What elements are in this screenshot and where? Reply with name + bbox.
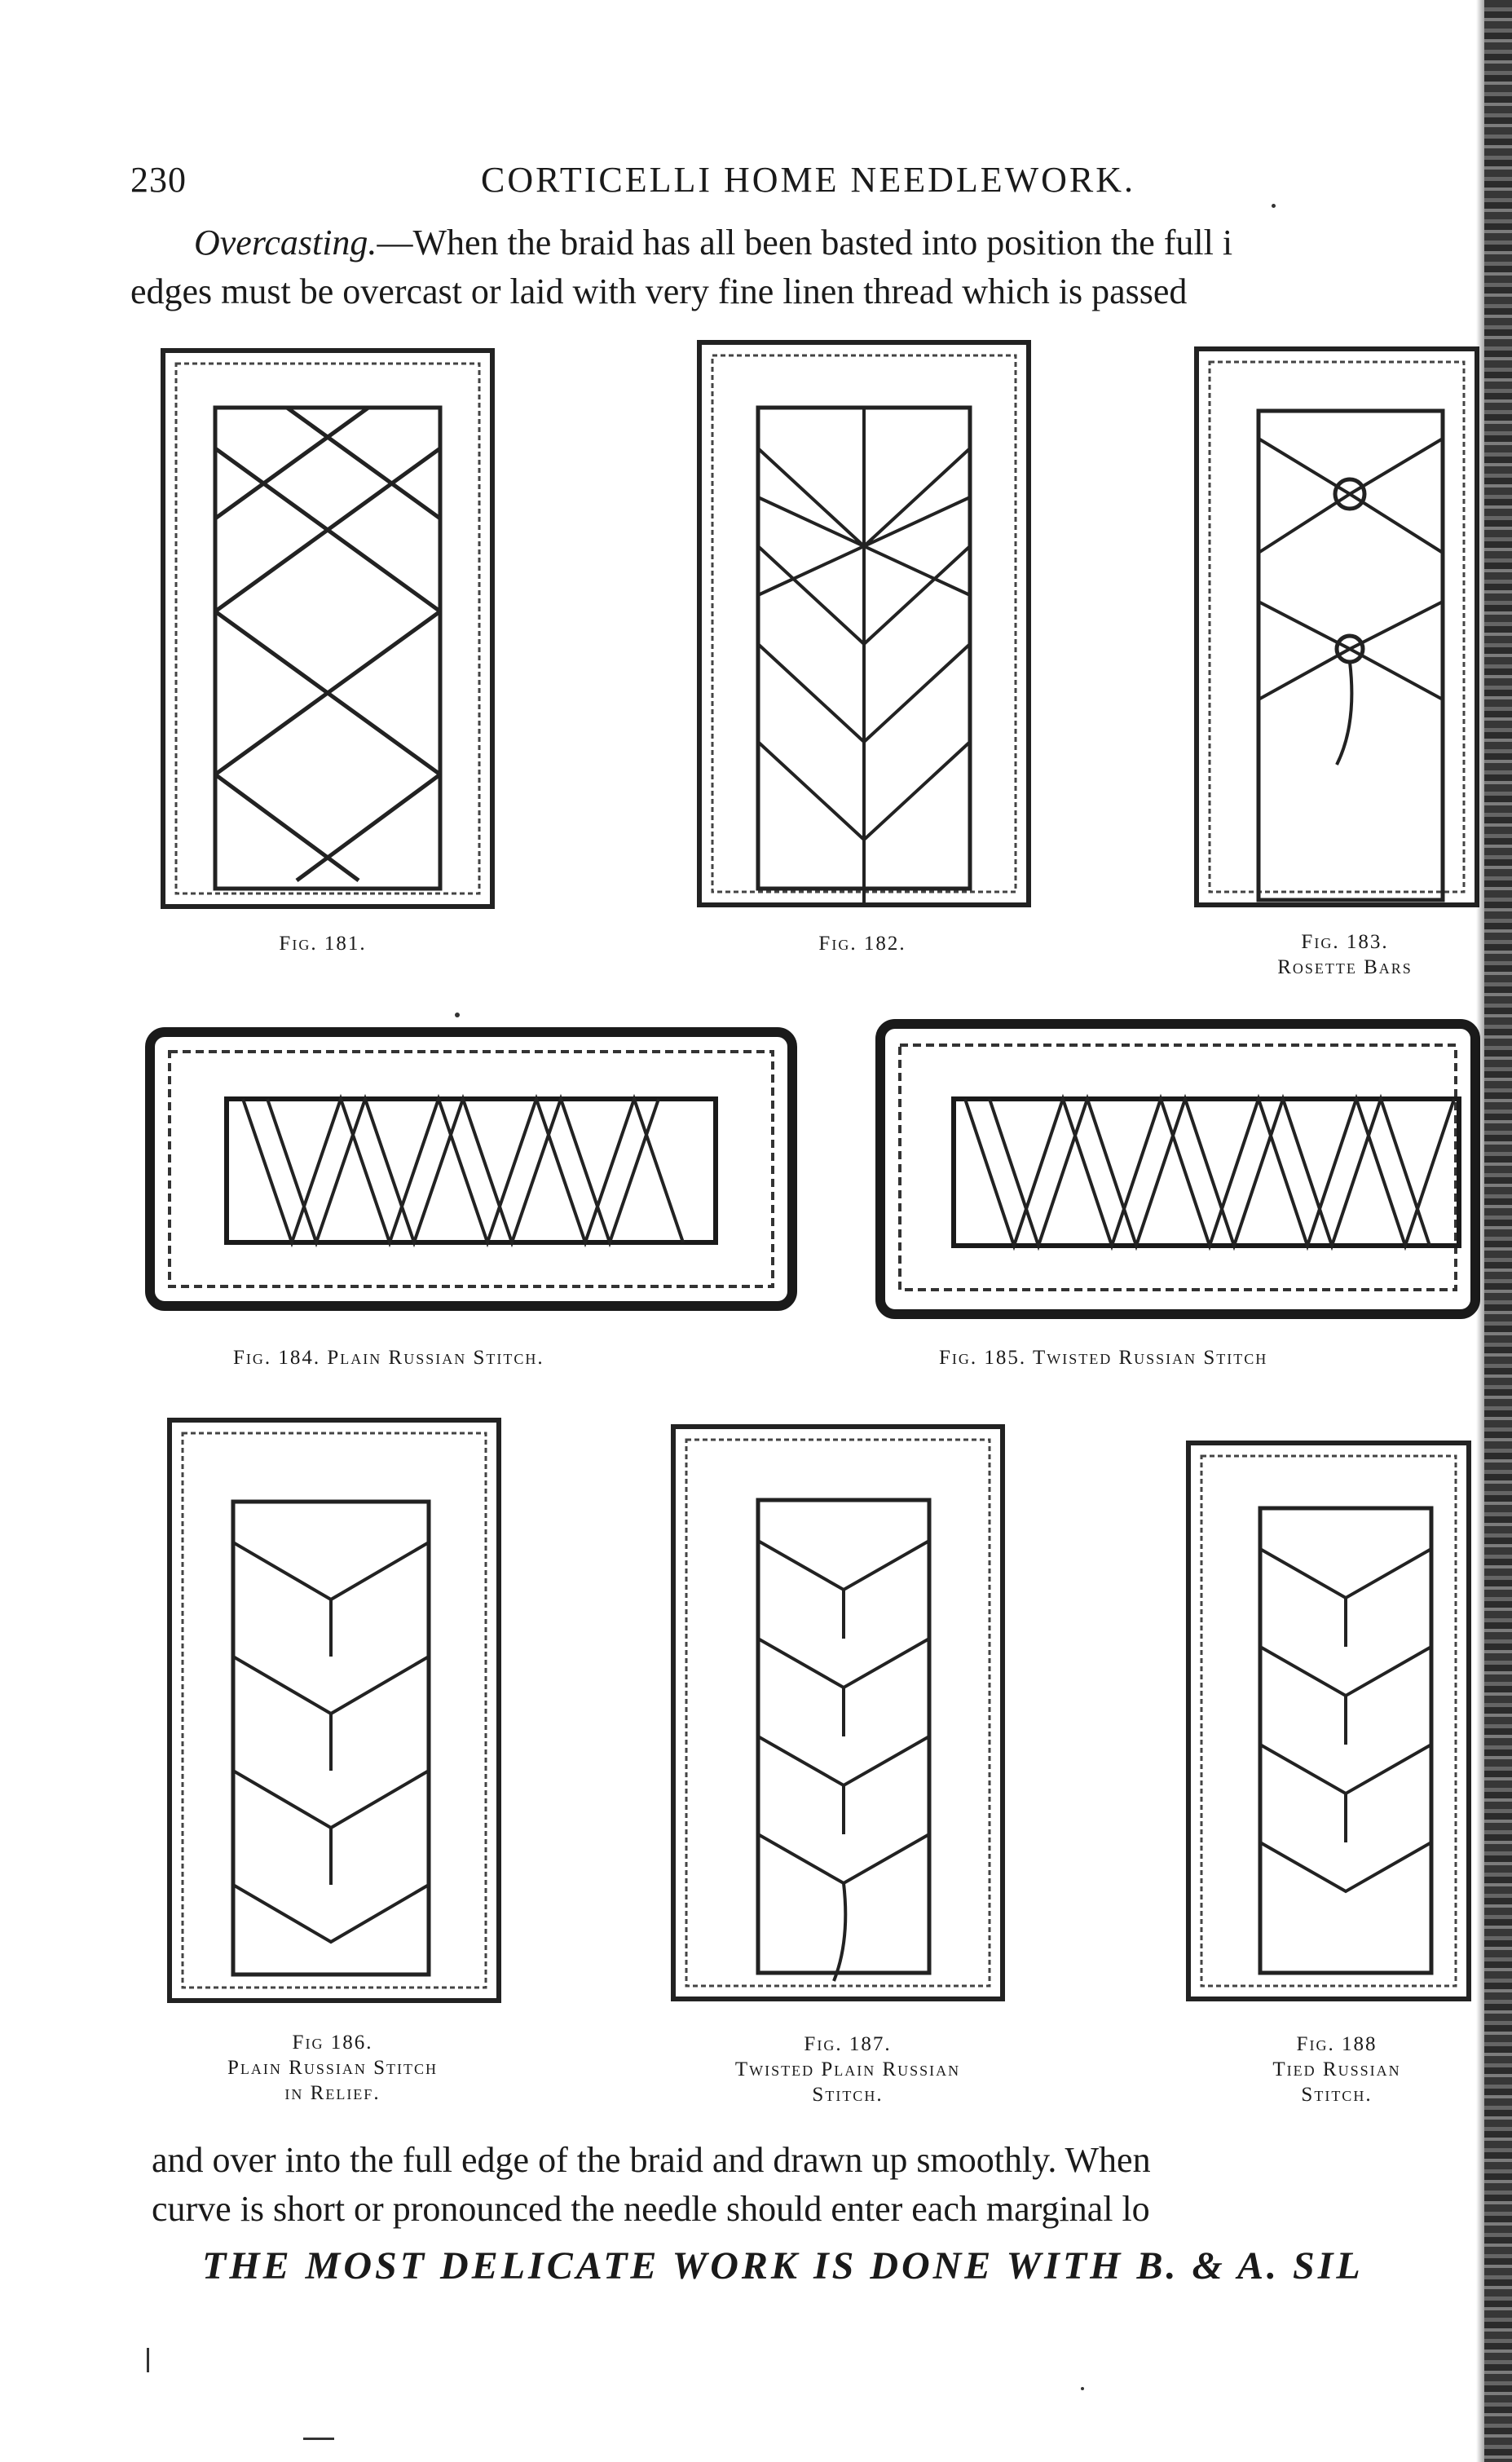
figure-187: [667, 1419, 1009, 2005]
caption-line: Tied Russian: [1272, 2058, 1401, 2080]
scan-mark: [147, 2348, 149, 2372]
caption-line: Stitch.: [812, 2084, 884, 2106]
intro-line-1: [194, 218, 1232, 267]
caption-line: Fig. 185. Twisted Russian Stitch: [939, 1347, 1268, 1369]
figure-185-caption: [939, 1345, 1267, 1370]
caption-line: Fig 186.: [292, 2032, 373, 2054]
figure-183: [1190, 341, 1483, 911]
running-title: CORTICELLI HOME NEEDLEWORK.: [481, 160, 1136, 200]
figure-186-illustration: [163, 1412, 505, 2007]
figure-188-caption: [1214, 2032, 1459, 2107]
intro-lead: Overcasting.: [194, 223, 377, 263]
intro-line-1-text: —When the braid has all been basted into position the full i: [377, 223, 1233, 263]
scan-speck: [1272, 204, 1276, 208]
caption-line: Stitch.: [1301, 2084, 1373, 2106]
scan-speck: [455, 1013, 460, 1017]
figure-187-caption: [668, 2032, 1027, 2107]
figure-185: [875, 1017, 1480, 1321]
figure-182-caption: [781, 931, 944, 956]
figure-187-illustration: [667, 1419, 1009, 2005]
figure-184: [145, 1026, 797, 1313]
page-number: 230: [130, 160, 187, 200]
binding-edge: [1484, 0, 1512, 2462]
scan-mark: [303, 2438, 334, 2440]
figure-188: [1182, 1435, 1475, 2005]
caption-line: Fig. 182.: [818, 933, 906, 955]
caption-line: Plain Russian Stitch: [227, 2057, 438, 2079]
caption-line: Fig. 188: [1296, 2033, 1378, 2055]
figure-181: [156, 342, 499, 913]
figure-184-caption: [233, 1345, 544, 1370]
caption-line: Fig. 187.: [804, 2033, 892, 2055]
caption-line: Rosette Bars: [1277, 956, 1413, 978]
caption-line: Fig. 183.: [1301, 931, 1389, 953]
figure-183-illustration: [1190, 341, 1483, 911]
figure-182-illustration: [693, 334, 1035, 915]
figure-186: [163, 1412, 505, 2007]
figure-183-caption: [1223, 929, 1467, 980]
figure-184-illustration: [145, 1026, 797, 1313]
intro-line-2: edges must be overcast or laid with very fine linen thread which is passed: [130, 271, 1188, 311]
outro-line-1: and over into the full edge of the braid and drawn up smoothly. When: [152, 2140, 1151, 2180]
figure-182: [693, 334, 1035, 915]
figure-186-caption: [145, 2030, 520, 2106]
figure-185-illustration: [875, 1017, 1480, 1321]
figure-181-caption: [241, 931, 404, 956]
caption-line: Fig. 181.: [279, 933, 367, 955]
binding-shadow: [1476, 0, 1484, 2462]
outro-line-2: curve is short or pronounced the needle should enter each marginal lo: [152, 2189, 1150, 2229]
figure-181-illustration: [156, 342, 499, 913]
footer-advertisement: THE MOST DELICATE WORK IS DONE WITH B. & A. SIL: [202, 2244, 1364, 2288]
scan-speck: [1081, 2387, 1084, 2390]
caption-line: Twisted Plain Russian: [734, 2058, 961, 2080]
figure-188-illustration: [1182, 1435, 1475, 2005]
caption-line: in Relief.: [284, 2082, 381, 2104]
caption-line: Fig. 184. Plain Russian Stitch.: [233, 1347, 544, 1369]
